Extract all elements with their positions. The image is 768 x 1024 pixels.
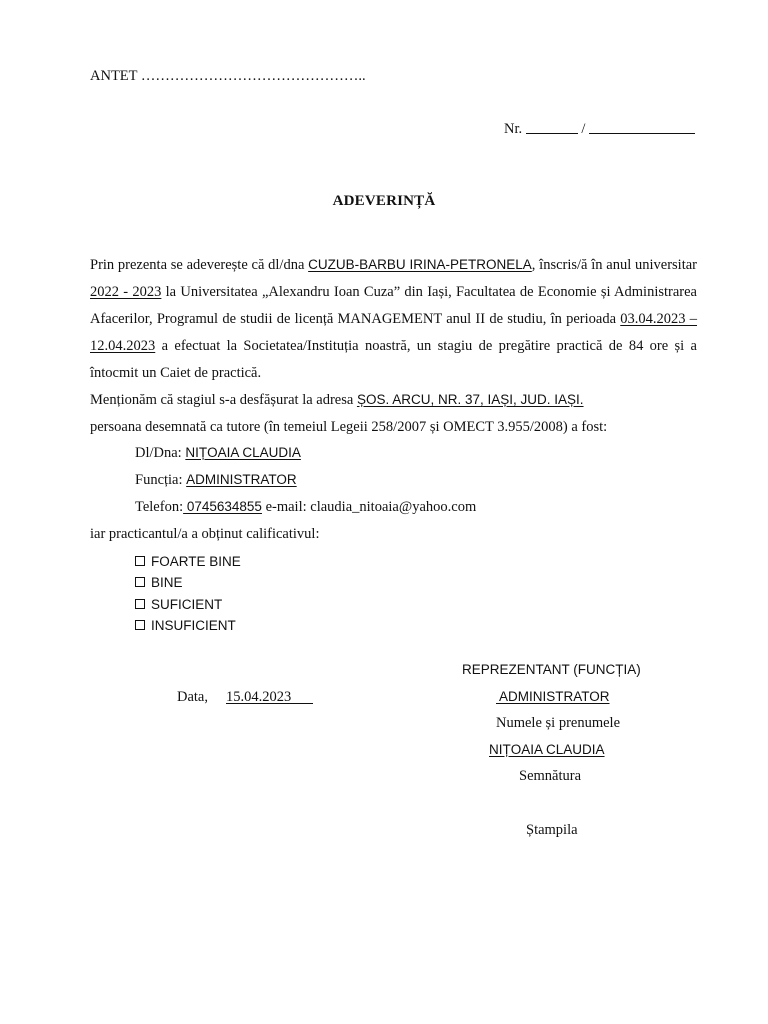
tutor-intro: persoana desemnată ca tutore (în temeiul Legeii 258/2007 și OMECT 3.955/2008) a fost: — [90, 419, 608, 435]
qualification-option[interactable] — [135, 553, 241, 571]
signature-caption: Semnătura — [519, 768, 582, 784]
checkbox-icon[interactable] — [135, 577, 145, 587]
academic-year: 2022 - 2023 — [90, 284, 162, 300]
address-line — [90, 391, 584, 409]
name-caption: Numele și prenumele — [496, 715, 621, 731]
nr-date-blank — [589, 121, 695, 134]
tutor-phone-label: Telefon: — [135, 499, 184, 515]
tutor-contact-line — [135, 498, 476, 516]
tutor-email: claudia_nitoaia@yahoo.com — [310, 499, 477, 515]
tutor-name: NIȚOAIA CLAUDIA — [185, 445, 301, 460]
stamp-caption: Ștampila — [526, 822, 578, 838]
representative-name: NIȚOAIA CLAUDIA — [489, 742, 605, 757]
certificate-paragraph — [90, 251, 697, 387]
qualification-option[interactable] — [135, 574, 183, 592]
registration-number — [504, 120, 695, 138]
paragraph-text: , înscris/ă în anul universitar — [531, 257, 697, 273]
paragraph-text: la Universitatea „Alexandru Ioan Cuza” din Iași, Facultatea de Economie și Administrarea Afacerilor, Programul de studii de licență MANAGEMENT anul II de studiu, în perioada — [90, 284, 697, 327]
qualification-option[interactable] — [135, 617, 236, 635]
nr-number-blank — [526, 121, 578, 134]
option-label: BINE — [151, 575, 183, 590]
date-value: 15.04.2023 — [226, 689, 313, 705]
tutor-function-label: Funcția: — [135, 472, 187, 488]
option-label: INSUFICIENT — [151, 618, 236, 633]
address-prefix: Menționăm că stagiul s-a desfășurat la adresa — [90, 392, 357, 408]
qualification-option[interactable] — [135, 596, 222, 614]
paragraph-text: a efectuat la Societatea/Instituția noastră, un stagiu de pregătire practică de 84 ore și a întocmit un Caiet de practică. — [90, 338, 697, 381]
date-line — [177, 688, 313, 706]
tutor-email-label: e-mail: — [261, 499, 311, 515]
checkbox-icon[interactable] — [135, 599, 145, 609]
paragraph-text: Prin prezenta se adeverește că dl/dna — [90, 257, 309, 273]
date-label: Data, — [177, 689, 208, 705]
internship-period: 03.04.2023 – 12.04.2023 — [90, 311, 697, 354]
option-label: SUFICIENT — [151, 597, 223, 612]
internship-address: ȘOS. ARCU, NR. 37, IAȘI, JUD. IAȘI. — [356, 392, 584, 407]
student-name: CUZUB-BARBU IRINA-PETRONELA — [308, 257, 532, 272]
representative-role: ADMINISTRATOR — [496, 689, 610, 704]
tutor-name-label: Dl/Dna: — [135, 445, 186, 461]
option-label: FOARTE BINE — [151, 554, 241, 569]
antet-line: ANTET ……………………………………….. — [90, 68, 366, 84]
qualification-intro: iar practicantul/a a obținut calificativul: — [90, 526, 320, 542]
tutor-name-line — [135, 444, 301, 462]
tutor-function: ADMINISTRATOR — [186, 472, 297, 487]
tutor-function-line — [135, 471, 297, 489]
checkbox-icon[interactable] — [135, 556, 145, 566]
tutor-phone: 0745634855 — [183, 499, 262, 514]
nr-label: Nr. — [504, 121, 526, 137]
document-title: ADEVERINȚĂ — [332, 193, 436, 209]
representative-caption: REPREZENTANT (FUNCȚIA) — [462, 662, 641, 677]
nr-separator: / — [577, 121, 590, 137]
checkbox-icon[interactable] — [135, 620, 145, 630]
